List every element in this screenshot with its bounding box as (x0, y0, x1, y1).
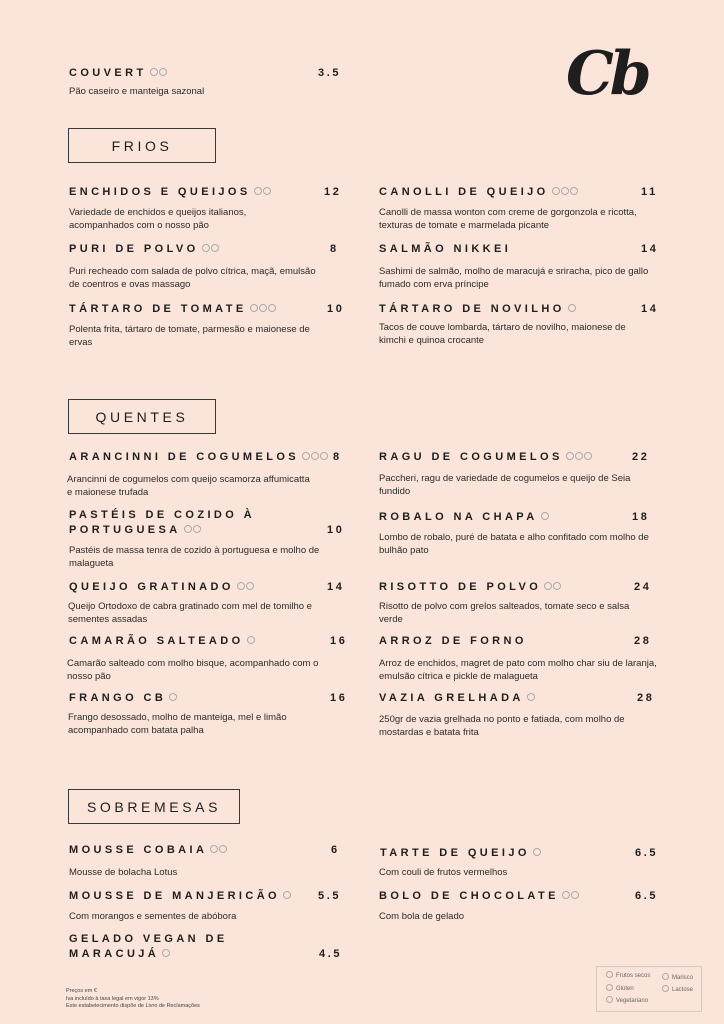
gluten-icon (562, 891, 570, 899)
legend-gluten: Glúten (605, 985, 634, 992)
lactose-icon (193, 525, 201, 533)
menu-item-name: RISOTTO DE POLVO (379, 581, 561, 594)
section-sobremesas: SOBREMESAS (68, 789, 240, 824)
legend-vegetariano: Vegetariano (605, 997, 648, 1004)
menu-item-price: 12 (324, 186, 342, 198)
menu-item-price: 4.5 (319, 948, 343, 960)
menu-item-name: SALMÃO NIKKEI (379, 243, 512, 255)
footer-notes (66, 988, 286, 1011)
menu-item-price: 10 (327, 303, 345, 315)
gluten-icon (210, 845, 218, 853)
menu-item-description: Com couli de frutos vermelhos (379, 867, 508, 878)
legend-lactose: Lactose (661, 986, 693, 993)
menu-item-name: TÁRTARO DE TOMATE (69, 303, 276, 316)
lactose-icon (263, 187, 271, 195)
menu-item-price: 28 (637, 692, 655, 704)
menu-item-price: 14 (641, 243, 659, 255)
menu-item-price: 6.5 (635, 847, 659, 859)
vegetarian-icon (268, 304, 276, 312)
menu-item-price: 11 (641, 186, 658, 198)
footer-complaints: Este estabelecimento dispõe de Livro de Reclamações (66, 1003, 200, 1009)
menu-item-name: GELADO VEGAN DE (69, 933, 228, 945)
menu-item-description: Arroz de enchidos, magret de pato com molho char siu de laranja, emulsão cítrica e pickle de malagueta (379, 658, 657, 682)
couvert-name: COUVERT (69, 67, 167, 80)
menu-item-name: TÁRTARO DE NOVILHO (379, 303, 576, 316)
menu-item-description: Canolli de massa wonton com creme de gorgonzola e ricotta, texturas de tomate e marmelada picante (379, 207, 637, 231)
footer-prices: Preços em € (66, 988, 97, 994)
vegetarian-icon (584, 452, 592, 460)
gluten-icon (184, 525, 192, 533)
menu-item-name: ENCHIDOS E QUEIJOS (69, 186, 271, 199)
gluten-icon (568, 304, 576, 312)
menu-item-name-line2: MARACUJÁ (69, 948, 170, 961)
menu-item-price: 10 (327, 524, 345, 536)
menu-item-name: MOUSSE DE MANJERICÃO (69, 890, 291, 903)
marisco-icon (553, 582, 561, 590)
menu-item-description: Camarão salteado com molho bisque, acompanhado com o nosso pão (67, 658, 319, 682)
gluten-icon (302, 452, 310, 460)
section-quentes: QUENTES (68, 399, 216, 434)
menu-item-price: 14 (641, 303, 659, 315)
menu-item-name: ARROZ DE FORNO (379, 635, 527, 647)
vegetarian-icon (606, 996, 613, 1003)
marisco-icon (662, 973, 669, 980)
lactose-icon (544, 582, 552, 590)
menu-item-description: Variedade de enchidos e queijos italianos, acompanhados com o nosso pão (69, 207, 247, 231)
menu-item-description: Polenta frita, tártaro de tomate, parmesão e maionese de ervas (69, 324, 310, 348)
section-frios: FRIOS (68, 128, 216, 163)
gluten-icon (552, 187, 560, 195)
menu-item-price: 5.5 (318, 890, 342, 902)
lactose-icon (662, 985, 669, 992)
menu-item-description: Sashimi de salmão, molho de maracujá e sriracha, pico de gallo fumado com erva príncipe (379, 266, 649, 290)
frutos-secos-icon (606, 971, 613, 978)
lactose-icon (541, 512, 549, 520)
vegetarian-icon (320, 452, 328, 460)
menu-item-description: Risotto de polvo com grelos salteados, tomate seco e salsa verde (379, 601, 630, 625)
menu-item-name: MOUSSE COBAIA (69, 844, 227, 857)
menu-item-price: 22 (632, 451, 650, 463)
vegetarian-icon (570, 187, 578, 195)
menu-item-name: QUEIJO GRATINADO (69, 581, 254, 594)
menu-item-description: Frango desossado, molho de manteiga, mel e limão acompanhado com batata palha (68, 712, 287, 736)
menu-item-name: PASTÉIS DE COZIDO À (69, 509, 256, 521)
menu-item-price: 18 (632, 511, 650, 523)
menu-item-description: Com morangos e sementes de abóbora (69, 911, 237, 922)
lactose-icon (259, 304, 267, 312)
menu-item-price: 16 (330, 635, 348, 647)
vegetarian-icon (162, 949, 170, 957)
menu-item-price: 8 (330, 243, 339, 255)
gluten-icon (150, 68, 158, 76)
menu-item-description: Puri recheado com salada de polvo cítrica, maçã, emulsão de coentros e ovas massago (69, 266, 316, 290)
menu-item-description: 250gr de vazia grelhada no ponto e fatiada, com molho de mostardas e batata frita (379, 714, 625, 738)
couvert-description: Pão caseiro e manteiga sazonal (69, 86, 205, 97)
vegetarian-icon (246, 582, 254, 590)
legend-frutos-secos: Frutos secos (605, 972, 650, 979)
menu-item-price: 28 (634, 635, 652, 647)
menu-item-name: CANOLLI DE QUEIJO (379, 186, 578, 199)
couvert-price: 3.5 (318, 67, 342, 79)
menu-item-price: 6.5 (635, 890, 659, 902)
menu-item-price: 16 (330, 692, 348, 704)
gluten-icon (250, 304, 258, 312)
menu-item-description: Arancinni de cogumelos com queijo scamorza affumicatta e maionese trufada (67, 474, 310, 498)
gluten-icon (606, 984, 613, 991)
gluten-icon (254, 187, 262, 195)
menu-item-price: 24 (634, 581, 652, 593)
lactose-icon (575, 452, 583, 460)
menu-item-name: VAZIA GRELHADA (379, 692, 535, 705)
menu-item-description: Tacos de couve lombarda, tártaro de novilho, maionese de kimchi e quinoa crocante (379, 322, 626, 346)
menu-item-price: 14 (327, 581, 345, 593)
menu-item-name: BOLO DE CHOCOLATE (379, 890, 579, 903)
menu-item-name: CAMARÃO SALTEADO (69, 635, 255, 648)
menu-item-price: 6 (331, 844, 340, 856)
lactose-icon (219, 845, 227, 853)
menu-item-name: FRANGO CB (69, 692, 177, 705)
lactose-icon (283, 891, 291, 899)
gluten-icon (566, 452, 574, 460)
footer-iva: Iva incluído à taxa legal em vigor 13% (66, 995, 159, 1002)
menu-item-price: 8 (333, 451, 342, 463)
menu-item-description: Mousse de bolacha Lotus (69, 867, 178, 878)
menu-item-description: Lombo de robalo, puré de batata e alho confitado com molho de bulhão pato (379, 532, 649, 556)
logo: Cb (566, 39, 648, 109)
gluten-icon (202, 244, 210, 252)
lactose-icon (571, 891, 579, 899)
menu-item-description: Com bola de gelado (379, 911, 465, 922)
legend-marisco: Marisco (661, 974, 693, 981)
menu-item-name: PURI DE POLVO (69, 243, 219, 256)
menu-item-name: ROBALO NA CHAPA (379, 511, 549, 524)
menu-item-name: RAGU DE COGUMELOS (379, 451, 592, 464)
lactose-icon (311, 452, 319, 460)
menu-item-description: Paccheri, ragu de variedade de cogumelos e queijo de Seia fundido (379, 473, 631, 497)
menu-item-description: Pastéis de massa tenra de cozido à portuguesa e molho de malagueta (69, 545, 320, 569)
lactose-icon (237, 582, 245, 590)
allergen-legend (596, 966, 702, 1012)
marisco-icon (247, 636, 255, 644)
marisco-icon (211, 244, 219, 252)
menu-item-description: Queijo Ortodoxo de cabra gratinado com mel de tomilho e sementes assadas (68, 601, 312, 625)
lactose-icon (561, 187, 569, 195)
menu-item-name: ARANCINNI DE COGUMELOS (69, 451, 328, 464)
gluten-icon (533, 848, 541, 856)
menu-item-name: TARTE DE QUEIJO (380, 847, 541, 860)
lactose-icon (169, 693, 177, 701)
lactose-icon (159, 68, 167, 76)
lactose-icon (527, 693, 535, 701)
menu-item-name-line2: PORTUGUESA (69, 524, 201, 537)
